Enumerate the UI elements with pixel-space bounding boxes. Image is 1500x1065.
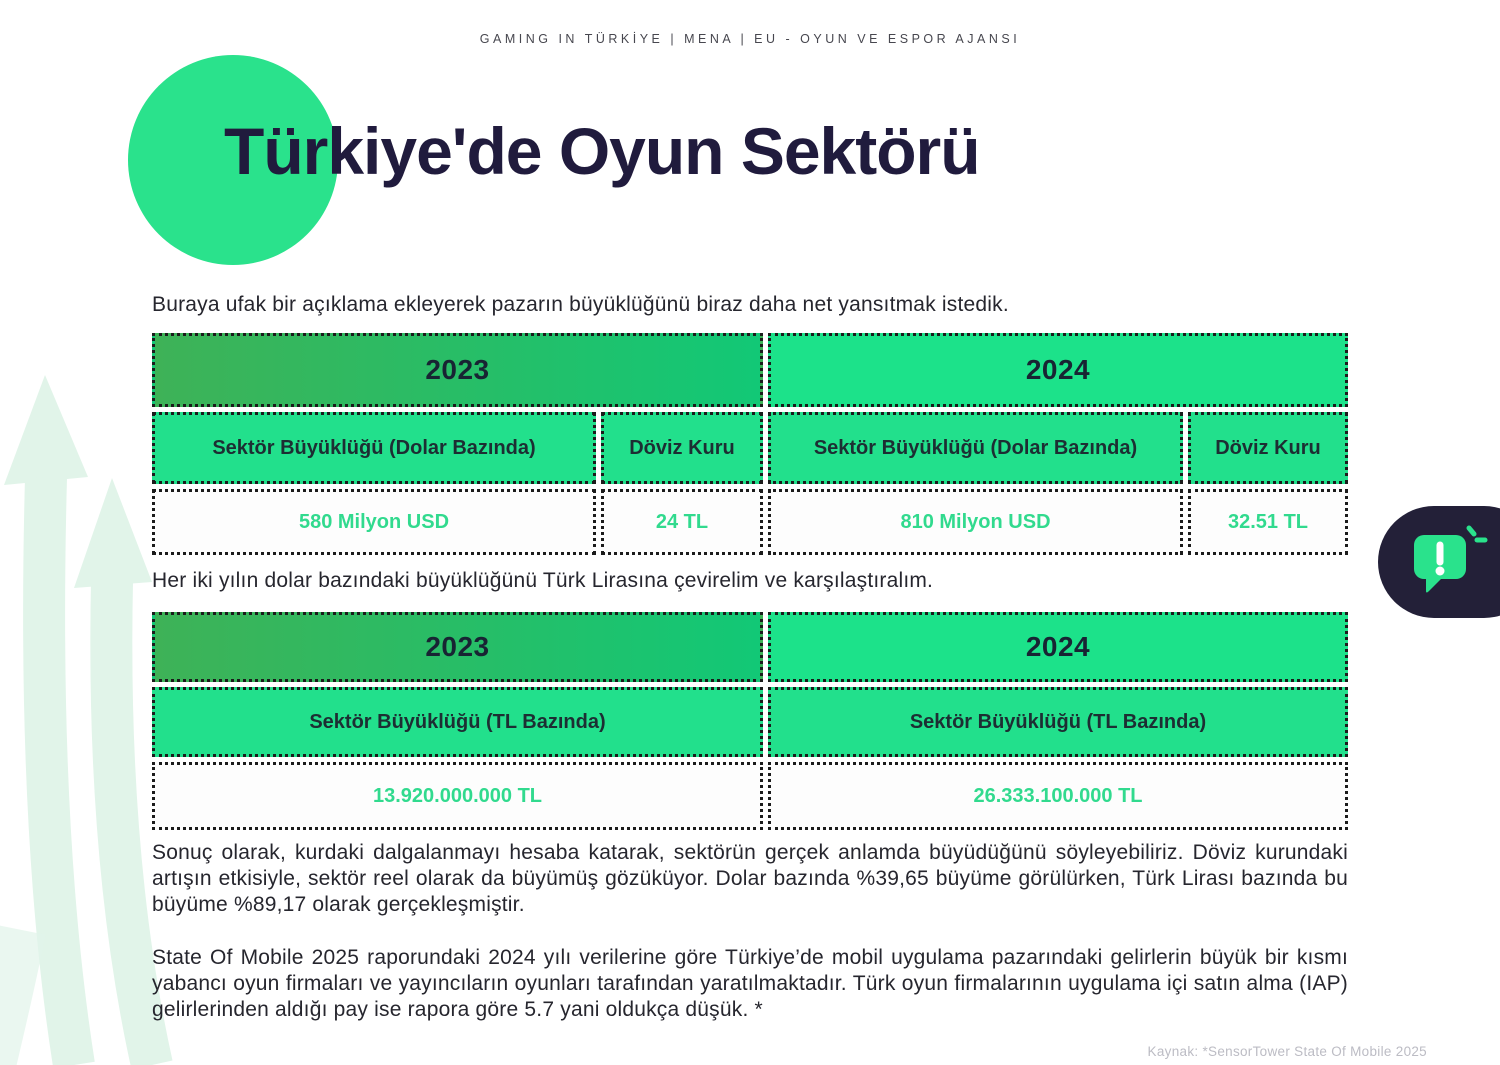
alert-pill-button[interactable] bbox=[1378, 506, 1500, 618]
usd-table-value-sector-size-2023: 580 Milyon USD bbox=[152, 489, 596, 555]
tl-table-header-sector-size-2023: Sektör Büyüklüğü (TL Bazında) bbox=[152, 687, 763, 757]
comparison-paragraph: Her iki yılın dolar bazındaki büyüklüğünü Türk Lirasına çevirelim ve karşılaştıralım. bbox=[152, 569, 934, 592]
source-caption: Kaynak: *SensorTower State Of Mobile 2025 bbox=[1147, 1044, 1427, 1059]
usd-comparison-table bbox=[152, 333, 1348, 555]
agency-strapline: GAMING IN TÜRKİYE | MENA | EU - OYUN VE ESPOR AJANSI bbox=[479, 32, 1021, 46]
usd-table-year-2024-cell: 2024 bbox=[768, 333, 1348, 407]
usd-table-year-2023-cell: 2023 bbox=[152, 333, 763, 407]
usd-table-header-exchange-rate-2023: Döviz Kuru bbox=[601, 412, 763, 484]
tl-comparison-table bbox=[152, 612, 1348, 830]
usd-table-header-sector-size-2023: Sektör Büyüklüğü (Dolar Bazında) bbox=[152, 412, 596, 484]
intro-paragraph: Buraya ufak bir açıklama ekleyerek pazarın büyüklüğünü biraz daha net yansıtmak istedik. bbox=[152, 293, 1009, 316]
page-title: Türkiye'de Oyun Sektörü bbox=[224, 114, 980, 188]
usd-table-value-exchange-rate-2024: 32.51 TL bbox=[1188, 489, 1348, 555]
tl-table-value-sector-size-2024: 26.333.100.000 TL bbox=[768, 762, 1348, 830]
exclamation-speech-bubble-icon bbox=[1408, 525, 1488, 599]
state-of-mobile-paragraph: State Of Mobile 2025 raporundaki 2024 yılı verilerine göre Türkiye’de mobil uygulama pazarındaki gelirlerin büyük bir kısmı yabancı oyun firmaları ve yayıncıların oyunları tarafından yaratılmaktadır. Türk oyun firmalarının uygulama içi satın alma (IAP) gelirlerinden aldığı pay ise rapora göre 5.7 yani oldukça düşük. * bbox=[152, 946, 1348, 1021]
usd-table-header-exchange-rate-2024: Döviz Kuru bbox=[1188, 412, 1348, 484]
tl-table-header-sector-size-2024: Sektör Büyüklüğü (TL Bazında) bbox=[768, 687, 1348, 757]
usd-table-header-sector-size-2024: Sektör Büyüklüğü (Dolar Bazında) bbox=[768, 412, 1183, 484]
usd-table-value-exchange-rate-2023: 24 TL bbox=[601, 489, 763, 555]
tl-table-year-2023-cell: 2023 bbox=[152, 612, 763, 682]
conclusion-paragraph: Sonuç olarak, kurdaki dalgalanmayı hesaba katarak, sektörün gerçek anlamda büyüdüğünü söyleyebiliriz. Döviz kurundaki artışın etkisiyle, sektör reel olarak da büyümüş gözüküyor. Dolar bazında %39,65 büyüme görülürken, Türk Lirası bazında bu büyüme %89,17 olarak gerçekleşmiştir. bbox=[152, 841, 1348, 916]
tl-table-value-sector-size-2023: 13.920.000.000 TL bbox=[152, 762, 763, 830]
usd-table-value-sector-size-2024: 810 Milyon USD bbox=[768, 489, 1183, 555]
tl-table-year-2024-cell: 2024 bbox=[768, 612, 1348, 682]
